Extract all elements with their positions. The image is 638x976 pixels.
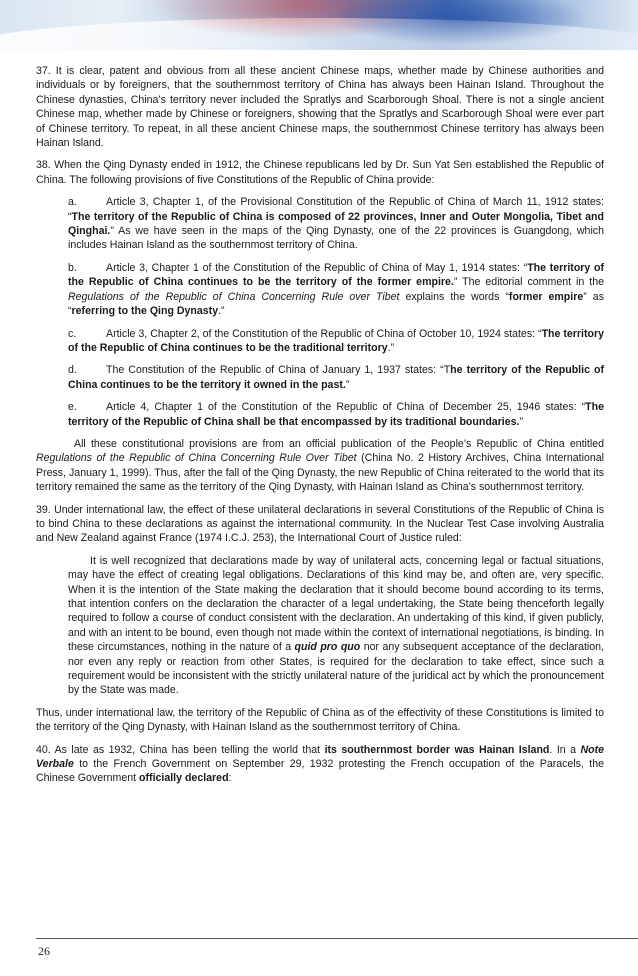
- quid-pro-quo: quid pro quo: [294, 641, 361, 654]
- provision-d-label: d.: [68, 364, 77, 377]
- provision-a-label: a.: [68, 196, 77, 209]
- provision-c-label: c.: [68, 327, 77, 340]
- paragraph-40: 40. As late as 1932, China has been telling the world that its southernmost border was Hainan Island. In a Note Verbale to the French Government on September 29, 1932 protesting the French occupation of the Paracels, the Chinese Government officially declared:: [36, 743, 605, 785]
- constitutional-summary: All these constitutional provisions are from an official publication of the People’s Republic of China entitled Regulations of the Republic of China Concerning Rule Over Tibet (China No. 2 History Archives, China International Press, January 1, 1999). Thus, after the fall of the Qing Dynasty, the new Republic of China reiterated to the world that its territory remained the same as the territory of the Qing Dynasty, with Hainan Island as China’s southernmost territory.: [36, 437, 604, 494]
- provision-e-label: e.: [68, 401, 77, 414]
- provision-e: e. Article 4, Chapter 1 of the Constitution of the Republic of China of December 25, 1946 states: “The territory of the Republic of China shall be that encompassed by its traditional boundaries.”: [68, 401, 604, 428]
- provision-d: d. The Constitution of the Republic of China of January 1, 1937 states: “The territory of the Republic of China continues to be the territory it owned in the past.”: [68, 364, 605, 391]
- provision-b-label: b.: [68, 261, 77, 274]
- summary-italic-title: Regulations of the Republic of China Concerning Rule Over Tibet: [36, 452, 357, 465]
- provision-d-bold: he territory of the Republic of China continues to be the territory it owned in the past.: [68, 364, 605, 391]
- document-body: [36, 64, 604, 794]
- header-banner: [0, 0, 638, 50]
- provision-c: c. Article 3, Chapter 2, of the Constitution of the Republic of China of October 10, 1924 states: “The territory of the Republic of China continues to be the traditional territory.”: [68, 327, 604, 354]
- provision-a: a. Article 3, Chapter 1, of the Provisional Constitution of the Republic of China of March 11, 1912 states: “The territory of the Republic of China is composed of 22 provinces, Inner and Outer Mongolia, Tibet and Qinghai.” As we have seen in the maps of the Qing Dynasty, one of the 22 provinces is Guangdong, which includes Hainan Island as the southernmost territory of China.: [68, 196, 604, 252]
- note-verbale: Note Verbale: [36, 743, 605, 771]
- provision-b-bold: The territory of the Republic of China continues to be the territory of the former empire.: [68, 261, 605, 289]
- paragraph-37: 37. It is clear, patent and obvious from all these ancient Chinese maps, whether made by Chinese authorities and individuals or by foreigners, that the southernmost territory of China has always been Hainan Island. Throughout the Chinese dynasties, China’s territory never included the Spratlys and Scarborough Shoal. There is not a single ancient Chinese map, whether made by Chinese or foreigners, showing that the Spratlys and Scarborough Shoal were ever part of Chinese territory. To repeat, in all these ancient Chinese maps, the southernmost Chinese territory has always been Hainan Island.: [36, 65, 604, 150]
- provision-a-bold: The territory of the Republic of China is composed of 22 provinces, Inner and Outer Mongolia, Tibet and Qinghai.: [68, 210, 604, 238]
- footer-rule: [36, 938, 638, 939]
- icj-quote: It is well recognized that declarations made by way of unilateral acts, concerning legal or factual situations, may have the effect of creating legal obligations. Declarations of this kind may be, and often are, very specific. When it is the intention of the State making the declaration that it should become bound according to its terms, that intention confers on the declaration the character of a legal undertaking, the State being thenceforth legally required to follow a course of conduct consistent with the declaration. An undertaking of this kind, if given publicly, and with an intent to be bound, even though not made within the context of international negotiations, is binding. In these circumstances, nothing in the nature of a quid pro quo nor any subsequent acceptance of the declaration, nor even any reply or reaction from other States, is required for the declaration to take effect, since such a requirement would be inconsistent with the strictly unilateral nature of the juridical act by which the pronouncement by the State was made.: [68, 554, 604, 697]
- page-number: 26: [38, 944, 50, 958]
- paragraph-40-bold: its southernmost border was Hainan Island: [324, 743, 550, 756]
- provision-c-bold: The territory of the Republic of China continues to be the traditional territory: [68, 327, 604, 354]
- paragraph-39: 39. Under international law, the effect of these unilateral declarations in several Constitutions of the Republic of China is to bind China to these declarations as against the international community. In the Nuclear Test Case involving Australia and New Zealand against France (1974 I.C.J. 253), the International Court of Justice ruled:: [36, 503, 604, 545]
- provision-b-italic: Regulations of the Republic of China Concerning Rule over Tibet: [68, 290, 400, 303]
- paragraph-38: 38. When the Qing Dynasty ended in 1912, the Chinese republicans led by Dr. Sun Yat Sen established the Republic of China. The following provisions of five Constitutions of the Republic of China provide:: [36, 159, 604, 186]
- paragraph-thus: Thus, under international law, the territory of the Republic of China as of the effectivity of these Constitutions is limited to the territory of the Qing Dynasty, with Hainan Island as the southernmost territory of China.: [36, 706, 604, 734]
- provision-b: b. Article 3, Chapter 1 of the Constitution of the Republic of China of May 1, 1914 states: “The territory of the Republic of China continues to be the territory of the former empire.” The editorial comment in the Regulations of the Republic of China Concerning Rule over Tibet explains the words “former empire” as “referring to the Qing Dynasty.”: [68, 261, 605, 318]
- provision-e-bold: The territory of the Republic of China shall be that encompassed by its traditional boundaries.: [68, 401, 604, 428]
